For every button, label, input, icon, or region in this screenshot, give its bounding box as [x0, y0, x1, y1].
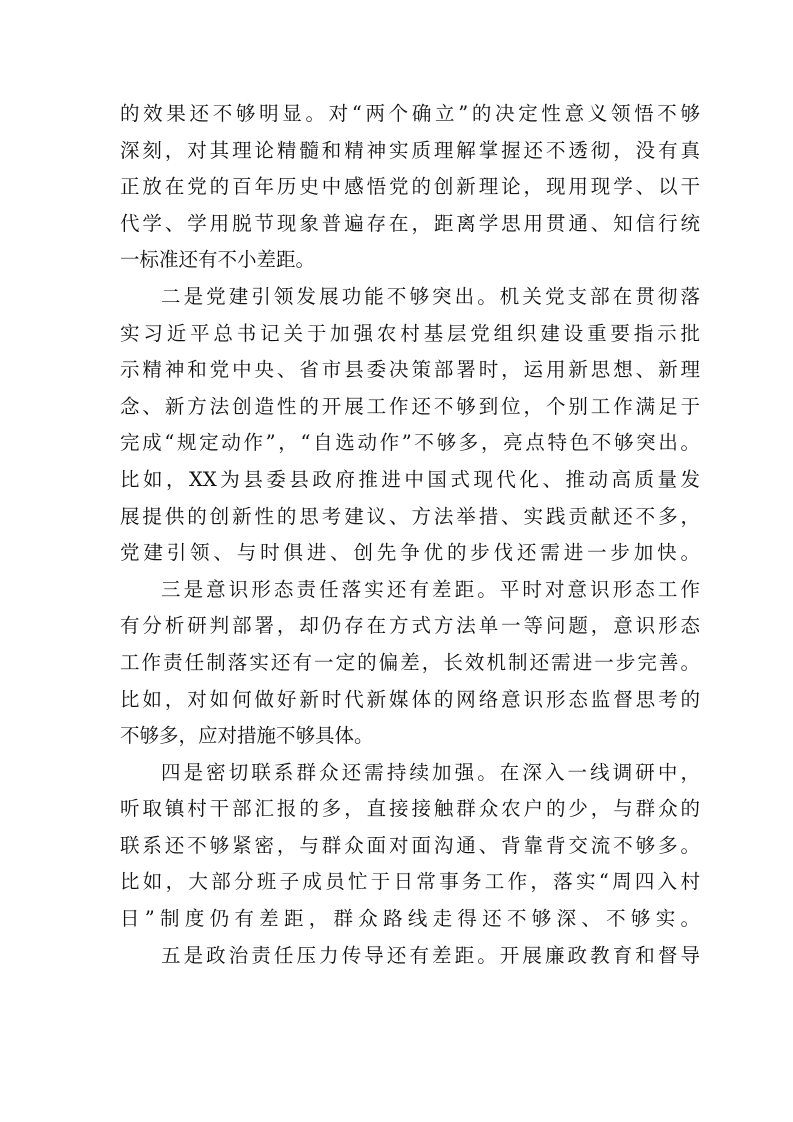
text-line: 五是政治责任压力传导还有差距。开展廉政教育和督导 [161, 943, 700, 967]
text-line: 正放在党的百年历史中感悟党的创新理论，现用现学、以干 [120, 175, 700, 199]
text-line: 二是党建引领发展功能不够突出。机关党支部在贯彻落 [161, 284, 700, 308]
text-line: 比如，对如何做好新时代新媒体的网络意识形态监督思考的 [120, 687, 700, 711]
text-line: 听取镇村干部汇报的多，直接接触群众农户的少，与群众的 [120, 797, 700, 821]
text-line: 联系还不够紧密，与群众面对面沟通、背靠背交流不够多。 [120, 833, 700, 857]
text-line: 党建引领、与时俱进、创先争优的步伐还需进一步加快。 [120, 541, 700, 565]
text-line: 示精神和党中央、省市县委决策部署时，运用新思想、新理 [120, 358, 700, 382]
text-line: 比如，大部分班子成员忙于日常事务工作，落实“周四入村 [120, 870, 700, 894]
text-line: 四是密切联系群众还需持续加强。在深入一线调研中， [161, 760, 700, 784]
body-text [120, 96, 700, 974]
text-line: 的效果还不够明显。对“两个确立”的决定性意义领悟不够 [120, 102, 700, 125]
text-line: 比如，XX为县委县政府推进中国式现代化、推动高质量发 [120, 467, 700, 491]
text-line: 念、新方法创造性的开展工作还不够到位，个别工作满足于 [120, 394, 700, 418]
text-line: 工作责任制落实还有一定的偏差，长效机制还需进一步完善。 [120, 650, 700, 674]
text-line: 不够多，应对措施不够具体。 [120, 724, 374, 748]
text-line: 实习近平总书记关于加强农村基层党组织建设重要指示批 [120, 321, 700, 345]
text-line: 深刻，对其理论精髓和精神实质理解掌握还不透彻，没有真 [120, 138, 700, 162]
text-line: 展提供的创新性的思考建议、方法举措、实践贡献还不多， [120, 504, 700, 528]
text-line: 有分析研判部署，却仍存在方式方法单一等问题，意识形态 [120, 614, 700, 638]
text-line: 完成“规定动作”，“自选动作”不够多，亮点特色不够突出。 [120, 431, 700, 455]
text-line: 三是意识形态责任落实还有差距。平时对意识形态工作 [161, 577, 700, 601]
text-line: 代学、学用脱节现象普遍存在，距离学思用贯通、知信行统 [120, 211, 700, 235]
text-line: 日”制度仍有差距，群众路线走得还不够深、不够实。 [120, 907, 700, 931]
text-line: 一标准还有不小差距。 [120, 248, 316, 272]
